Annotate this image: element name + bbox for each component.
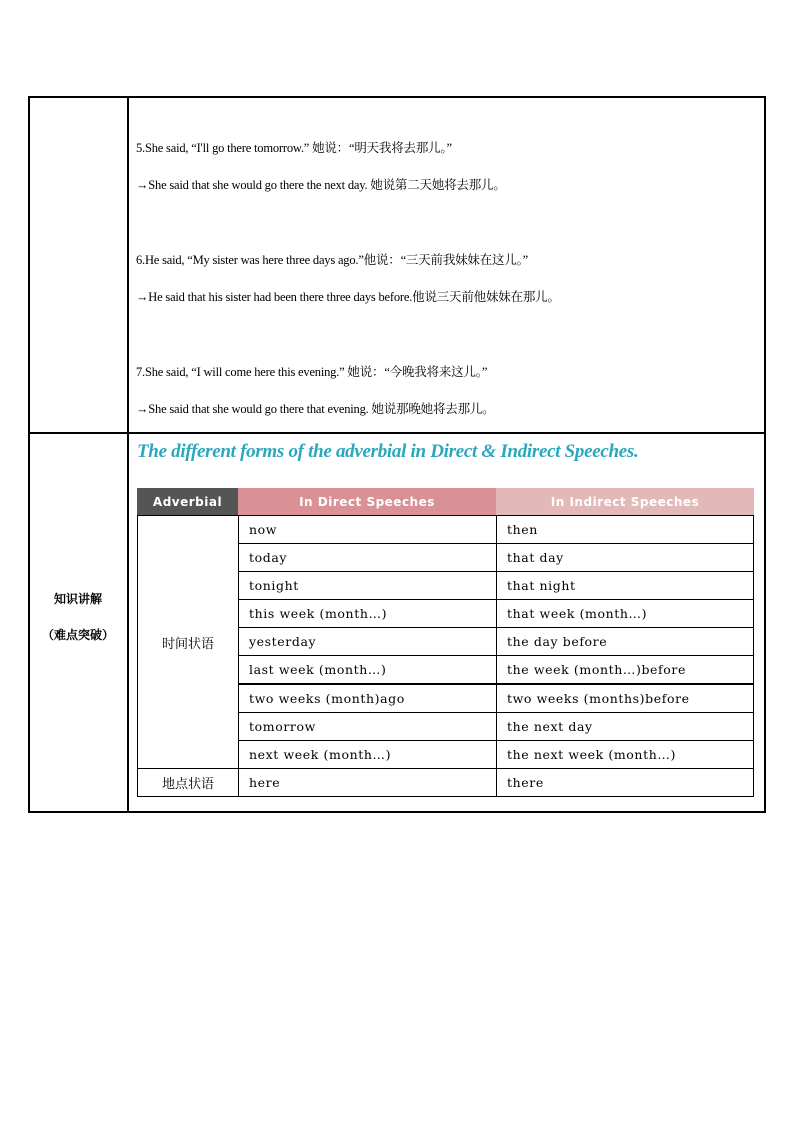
- example-5-direct: 5.She said, “I'll go there tomorrow.” 她说：“明天我将去那儿。”: [136, 141, 452, 155]
- table-cell-indirect: that night: [496, 571, 754, 600]
- header-indirect: In Indirect Speeches: [496, 488, 754, 515]
- example-5-indirect: →She said that she would go there the next day. 她说第二天她将去那儿。: [136, 178, 506, 192]
- table-column-divider: [127, 96, 129, 813]
- table-cell-direct: today: [238, 543, 497, 572]
- section-sublabel: （难点突破）: [41, 628, 114, 642]
- header-adverbial: Adverbial: [137, 488, 238, 515]
- table-cell-direct: this week (month…): [238, 599, 497, 628]
- table-cell-indirect: the week (month…)before: [496, 655, 754, 684]
- table-cell-direct: tonight: [238, 571, 497, 600]
- table-cell-indirect: that week (month…): [496, 599, 754, 628]
- table-row-divider: [28, 432, 766, 434]
- table-cell-direct: yesterday: [238, 627, 497, 656]
- table-top-border: [28, 96, 766, 98]
- table-cell-indirect: two weeks (months)before: [496, 684, 754, 713]
- example-6-indirect: →He said that his sister had been there three days before.他说三天前他妹妹在那儿。: [136, 290, 560, 304]
- table-bottom-border: [28, 811, 766, 813]
- table-cell-direct: now: [238, 515, 497, 544]
- table-cell-direct: two weeks (month)ago: [238, 684, 497, 713]
- table-cell-indirect: the day before: [496, 627, 754, 656]
- example-7-indirect: →She said that she would go there that evening. 她说那晚她将去那儿。: [136, 402, 495, 416]
- table-cell-direct: here: [238, 768, 497, 797]
- category-time: 时间状语: [137, 515, 239, 769]
- table-cell-direct: next week (month…): [238, 740, 497, 769]
- table-left-border: [28, 96, 30, 813]
- category-place: 地点状语: [137, 768, 239, 797]
- table-cell-direct: last week (month…): [238, 655, 497, 684]
- example-6-direct: 6.He said, “My sister was here three days ago.”他说：“三天前我妹妹在这儿。”: [136, 253, 529, 267]
- table-cell-indirect: that day: [496, 543, 754, 572]
- section-label: 知识讲解: [53, 592, 102, 606]
- table-cell-indirect: there: [496, 768, 754, 797]
- table-right-border: [764, 96, 766, 813]
- table-cell-indirect: the next week (month…): [496, 740, 754, 769]
- table-cell-indirect: the next day: [496, 712, 754, 741]
- table-cell-direct: tomorrow: [238, 712, 497, 741]
- example-7-direct: 7.She said, “I will come here this evening.” 她说：“今晚我将来这儿。”: [136, 365, 488, 379]
- header-direct: In Direct Speeches: [238, 488, 496, 515]
- section-title: The different forms of the adverbial in Direct & Indirect Speeches.: [137, 441, 639, 462]
- table-cell-indirect: then: [496, 515, 754, 544]
